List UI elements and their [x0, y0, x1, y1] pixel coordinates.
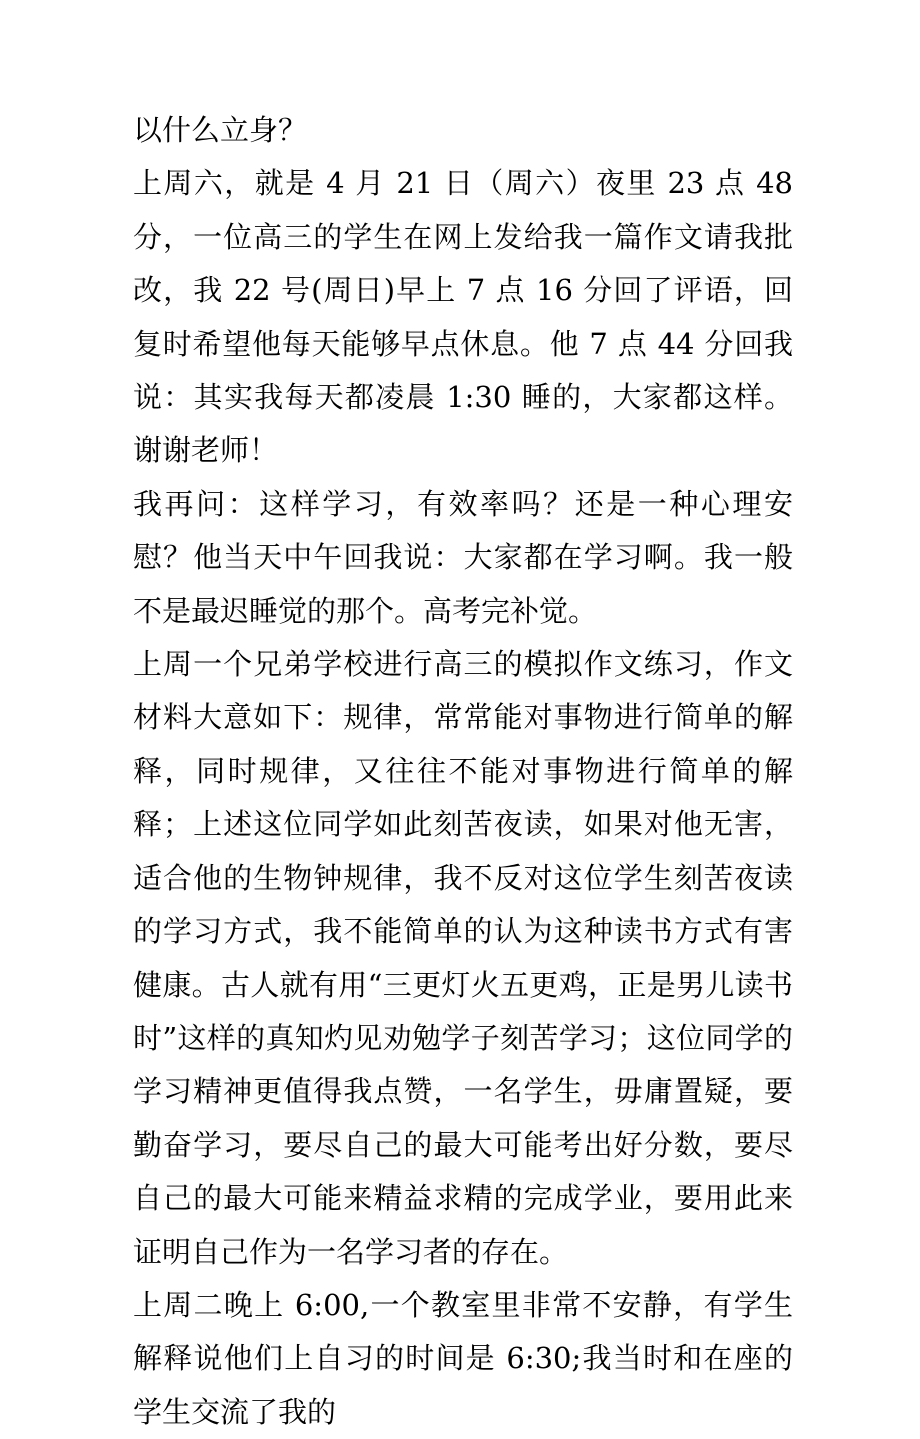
paragraph-2: 我再问：这样学习，有效率吗？还是一种心理安慰？他当天中午回我说：大家都在学习啊。我一般不是最迟睡觉的那个。高考完补觉。	[133, 486, 793, 628]
paragraph-4: 上周二晚上 6:00,一个教室里非常不安静，有学生解释说他们上自习的时间是 6:30;我当时和在座的学生交流了我的	[133, 1287, 793, 1429]
paragraph-1: 上周六，就是 4 月 21 日（周六）夜里 23 点 48 分，一位高三的学生在网上发给我一篇作文请我批改，我 22 号(周日)早上 7 点 16 分回了评语，回复时希望他每天能够早点休息。他 7 点 44 分回我说：其实我每天都凌晨 1:30 睡的，大家都这样。谢谢老师！	[133, 166, 793, 468]
paragraph-3: 上周一个兄弟学校进行高三的模拟作文练习，作文材料大意如下：规律，常常能对事物进行简单的解释，同时规律，又往往不能对事物进行简单的解释；上述这位同学如此刻苦夜读，如果对他无害，适合他的生物钟规律，我不反对这位学生刻苦夜读的学习方式，我不能简单的认为这种读书方式有害健康。古人就有用“三更灯火五更鸡，正是男儿读书时”这样的真知灼见劝勉学子刻苦学习；这位同学的学习精神更值得我点赞，一名学生，毋庸置疑，要勤奋学习，要尽自己的最大可能考出好分数，要尽自己的最大可能来精益求精的完成学业，要用此来证明自己作为一名学习者的存在。	[133, 647, 793, 1269]
paragraph-heading: 以什么立身？	[133, 113, 308, 147]
document-body	[133, 104, 793, 1439]
